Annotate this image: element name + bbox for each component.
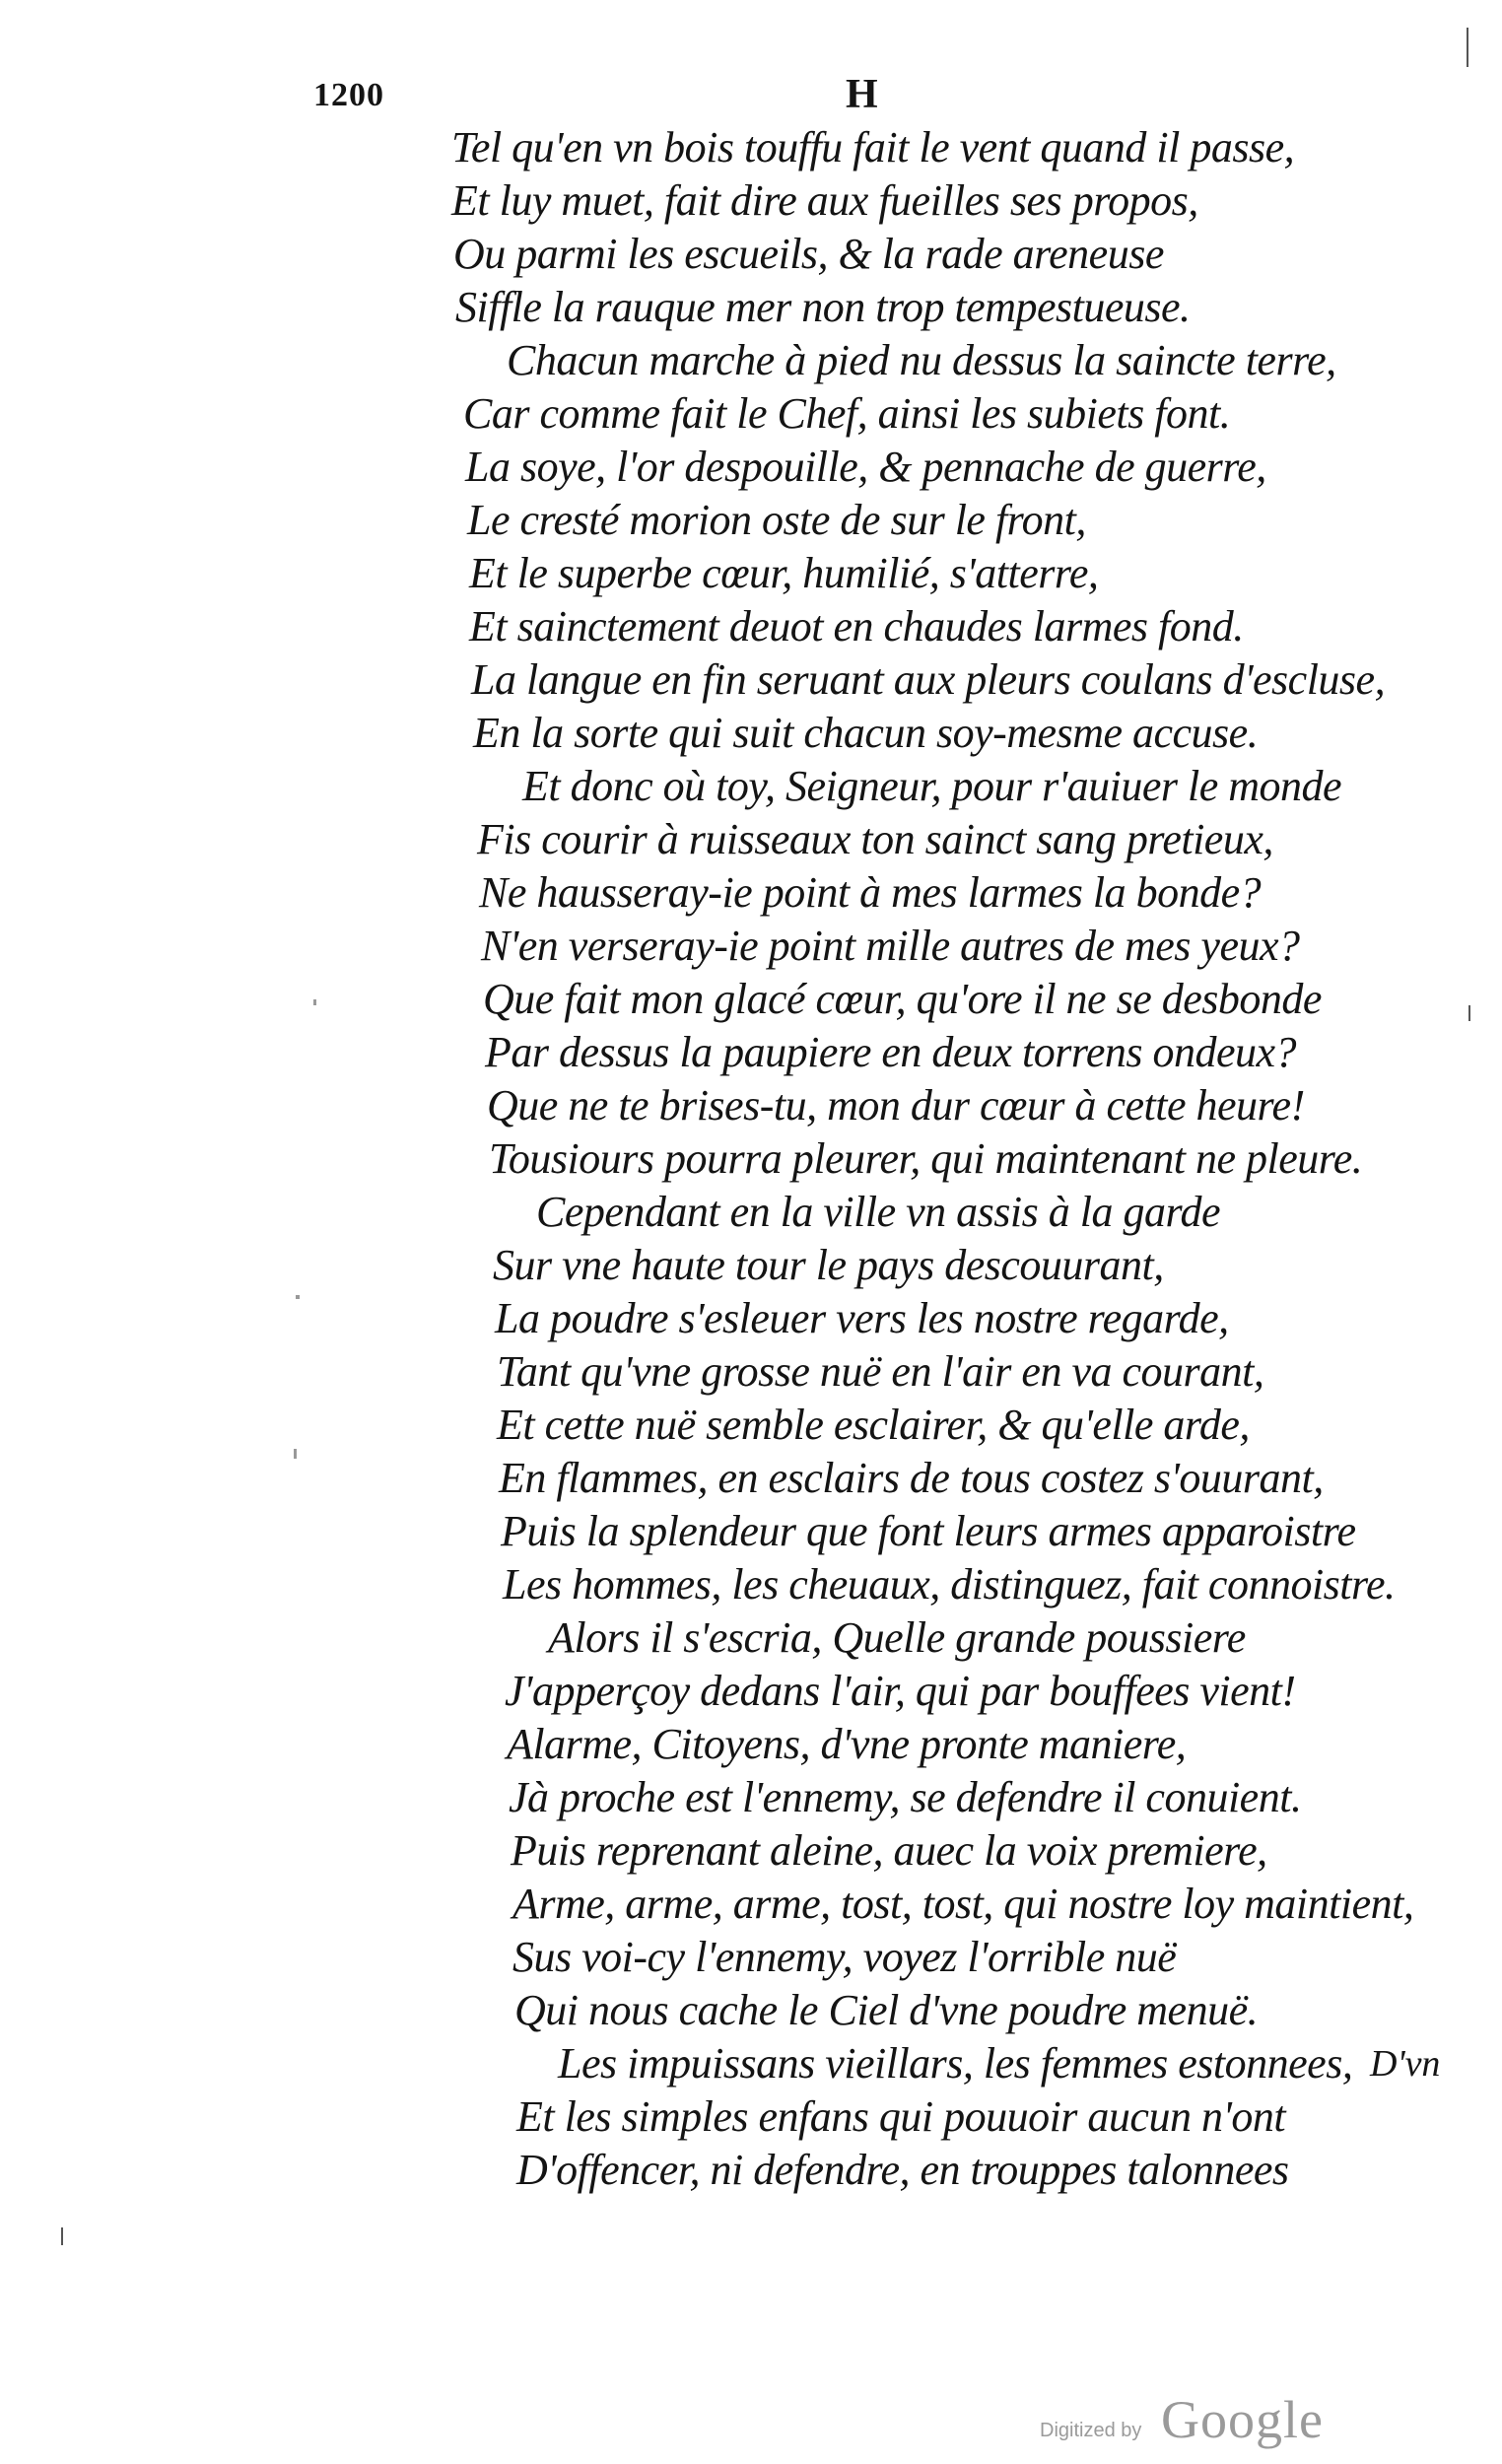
- verse-line: Et luy muet, fait dire aux fueilles ses propos,: [451, 176, 1198, 225]
- verse-line: La poudre s'esleuer vers les nostre regarde,: [495, 1294, 1229, 1342]
- margin-speck: [296, 1295, 300, 1299]
- verse-line: Chacun marche à pied nu dessus la saincte terre,: [507, 336, 1336, 384]
- signature-mark: H: [846, 72, 878, 117]
- verse-line: Que fait mon glacé cœur, qu'ore il ne se desbonde: [483, 975, 1322, 1023]
- page-number: 1200: [313, 77, 384, 113]
- verse-line: Tousiours pourra pleurer, qui maintenant ne pleure.: [489, 1134, 1363, 1183]
- verse-line: N'en verseray-ie point mille autres de mes yeux?: [481, 922, 1300, 970]
- margin-speck: [1468, 1005, 1470, 1021]
- verse-line: Et les simples enfans qui pouuoir aucun n'ont: [516, 2092, 1286, 2141]
- verse-line: Tel qu'en vn bois touffu fait le vent quand il passe,: [451, 123, 1295, 171]
- verse-line: Alors il s'escria, Quelle grande poussiere: [548, 1613, 1246, 1662]
- verse-line: Et cette nuë semble esclairer, & qu'elle arde,: [497, 1401, 1250, 1449]
- verse-line: Alarme, Citoyens, d'vne pronte maniere,: [507, 1720, 1187, 1768]
- verse-line: La langue en fin seruant aux pleurs coulans d'escluse,: [471, 655, 1386, 704]
- margin-speck: [61, 2227, 63, 2245]
- digitized-by-label: Digitized by: [1040, 2420, 1142, 2441]
- verse-line: Car comme fait le Chef, ainsi les subiets font.: [463, 389, 1231, 438]
- verse-line: Arme, arme, arme, tost, tost, qui nostre loy maintient,: [512, 1880, 1414, 1928]
- margin-speck: [1467, 28, 1468, 67]
- verse-line: J'apperçoy dedans l'air, qui par bouffees vient!: [505, 1667, 1296, 1715]
- verse-line: La soye, l'or despouille, & pennache de guerre,: [465, 443, 1266, 491]
- verse-line: Jà proche est l'ennemy, se defendre il conuient.: [509, 1773, 1302, 1821]
- verse-line: Les hommes, les cheuaux, distinguez, fait connoistre.: [503, 1560, 1396, 1608]
- verse-line: Le cresté morion oste de sur le front,: [467, 496, 1086, 544]
- verse-line: Ou parmi les escueils, & la rade areneuse: [453, 230, 1164, 278]
- verse-line: Par dessus la paupiere en deux torrens ondeux?: [485, 1028, 1297, 1076]
- verse-line: Et le superbe cœur, humilié, s'atterre,: [469, 549, 1099, 597]
- verse-line: Cependant en la ville vn assis à la garde: [536, 1188, 1220, 1236]
- verse-line: Puis la splendeur que font leurs armes apparoistre: [501, 1507, 1356, 1555]
- verse-line: Siffle la rauque mer non trop tempestueuse.: [455, 283, 1191, 331]
- verse-line: Puis reprenant aleine, auec la voix premiere,: [511, 1826, 1267, 1875]
- verse-line: En la sorte qui suit chacun soy-mesme accuse.: [473, 709, 1259, 757]
- verse-line: Qui nous cache le Ciel d'vne poudre menuë.: [514, 1986, 1259, 2034]
- verse-line: Que ne te brises-tu, mon dur cœur à cette heure!: [487, 1081, 1305, 1129]
- verse-line: Ne hausseray-ie point à mes larmes la bonde?: [479, 868, 1262, 917]
- verse-line: D'offencer, ni defendre, en trouppes talonnees: [516, 2146, 1289, 2194]
- verse-line: En flammes, en esclairs de tous costez s'ouurant,: [499, 1454, 1324, 1502]
- verse-line: Sur vne haute tour le pays descouurant,: [493, 1241, 1164, 1289]
- margin-speck: [294, 1449, 297, 1459]
- google-logo: Google: [1161, 2390, 1324, 2449]
- verse-line: Et donc où toy, Seigneur, pour r'auiuer le monde: [522, 762, 1342, 810]
- verse-line: Fis courir à ruisseaux ton sainct sang pretieux,: [477, 815, 1273, 863]
- verse-line: Les impuissans vieillars, les femmes estonnees,: [558, 2039, 1353, 2088]
- verse-line: Et sainctement deuot en chaudes larmes fond.: [469, 602, 1244, 650]
- verse-line: Sus voi-cy l'ennemy, voyez l'orrible nuë: [512, 1933, 1177, 1981]
- catchword: D'vn: [1370, 2043, 1441, 2085]
- margin-speck: [313, 999, 316, 1005]
- verse-line: Tant qu'vne grosse nuë en l'air en va courant,: [497, 1347, 1264, 1396]
